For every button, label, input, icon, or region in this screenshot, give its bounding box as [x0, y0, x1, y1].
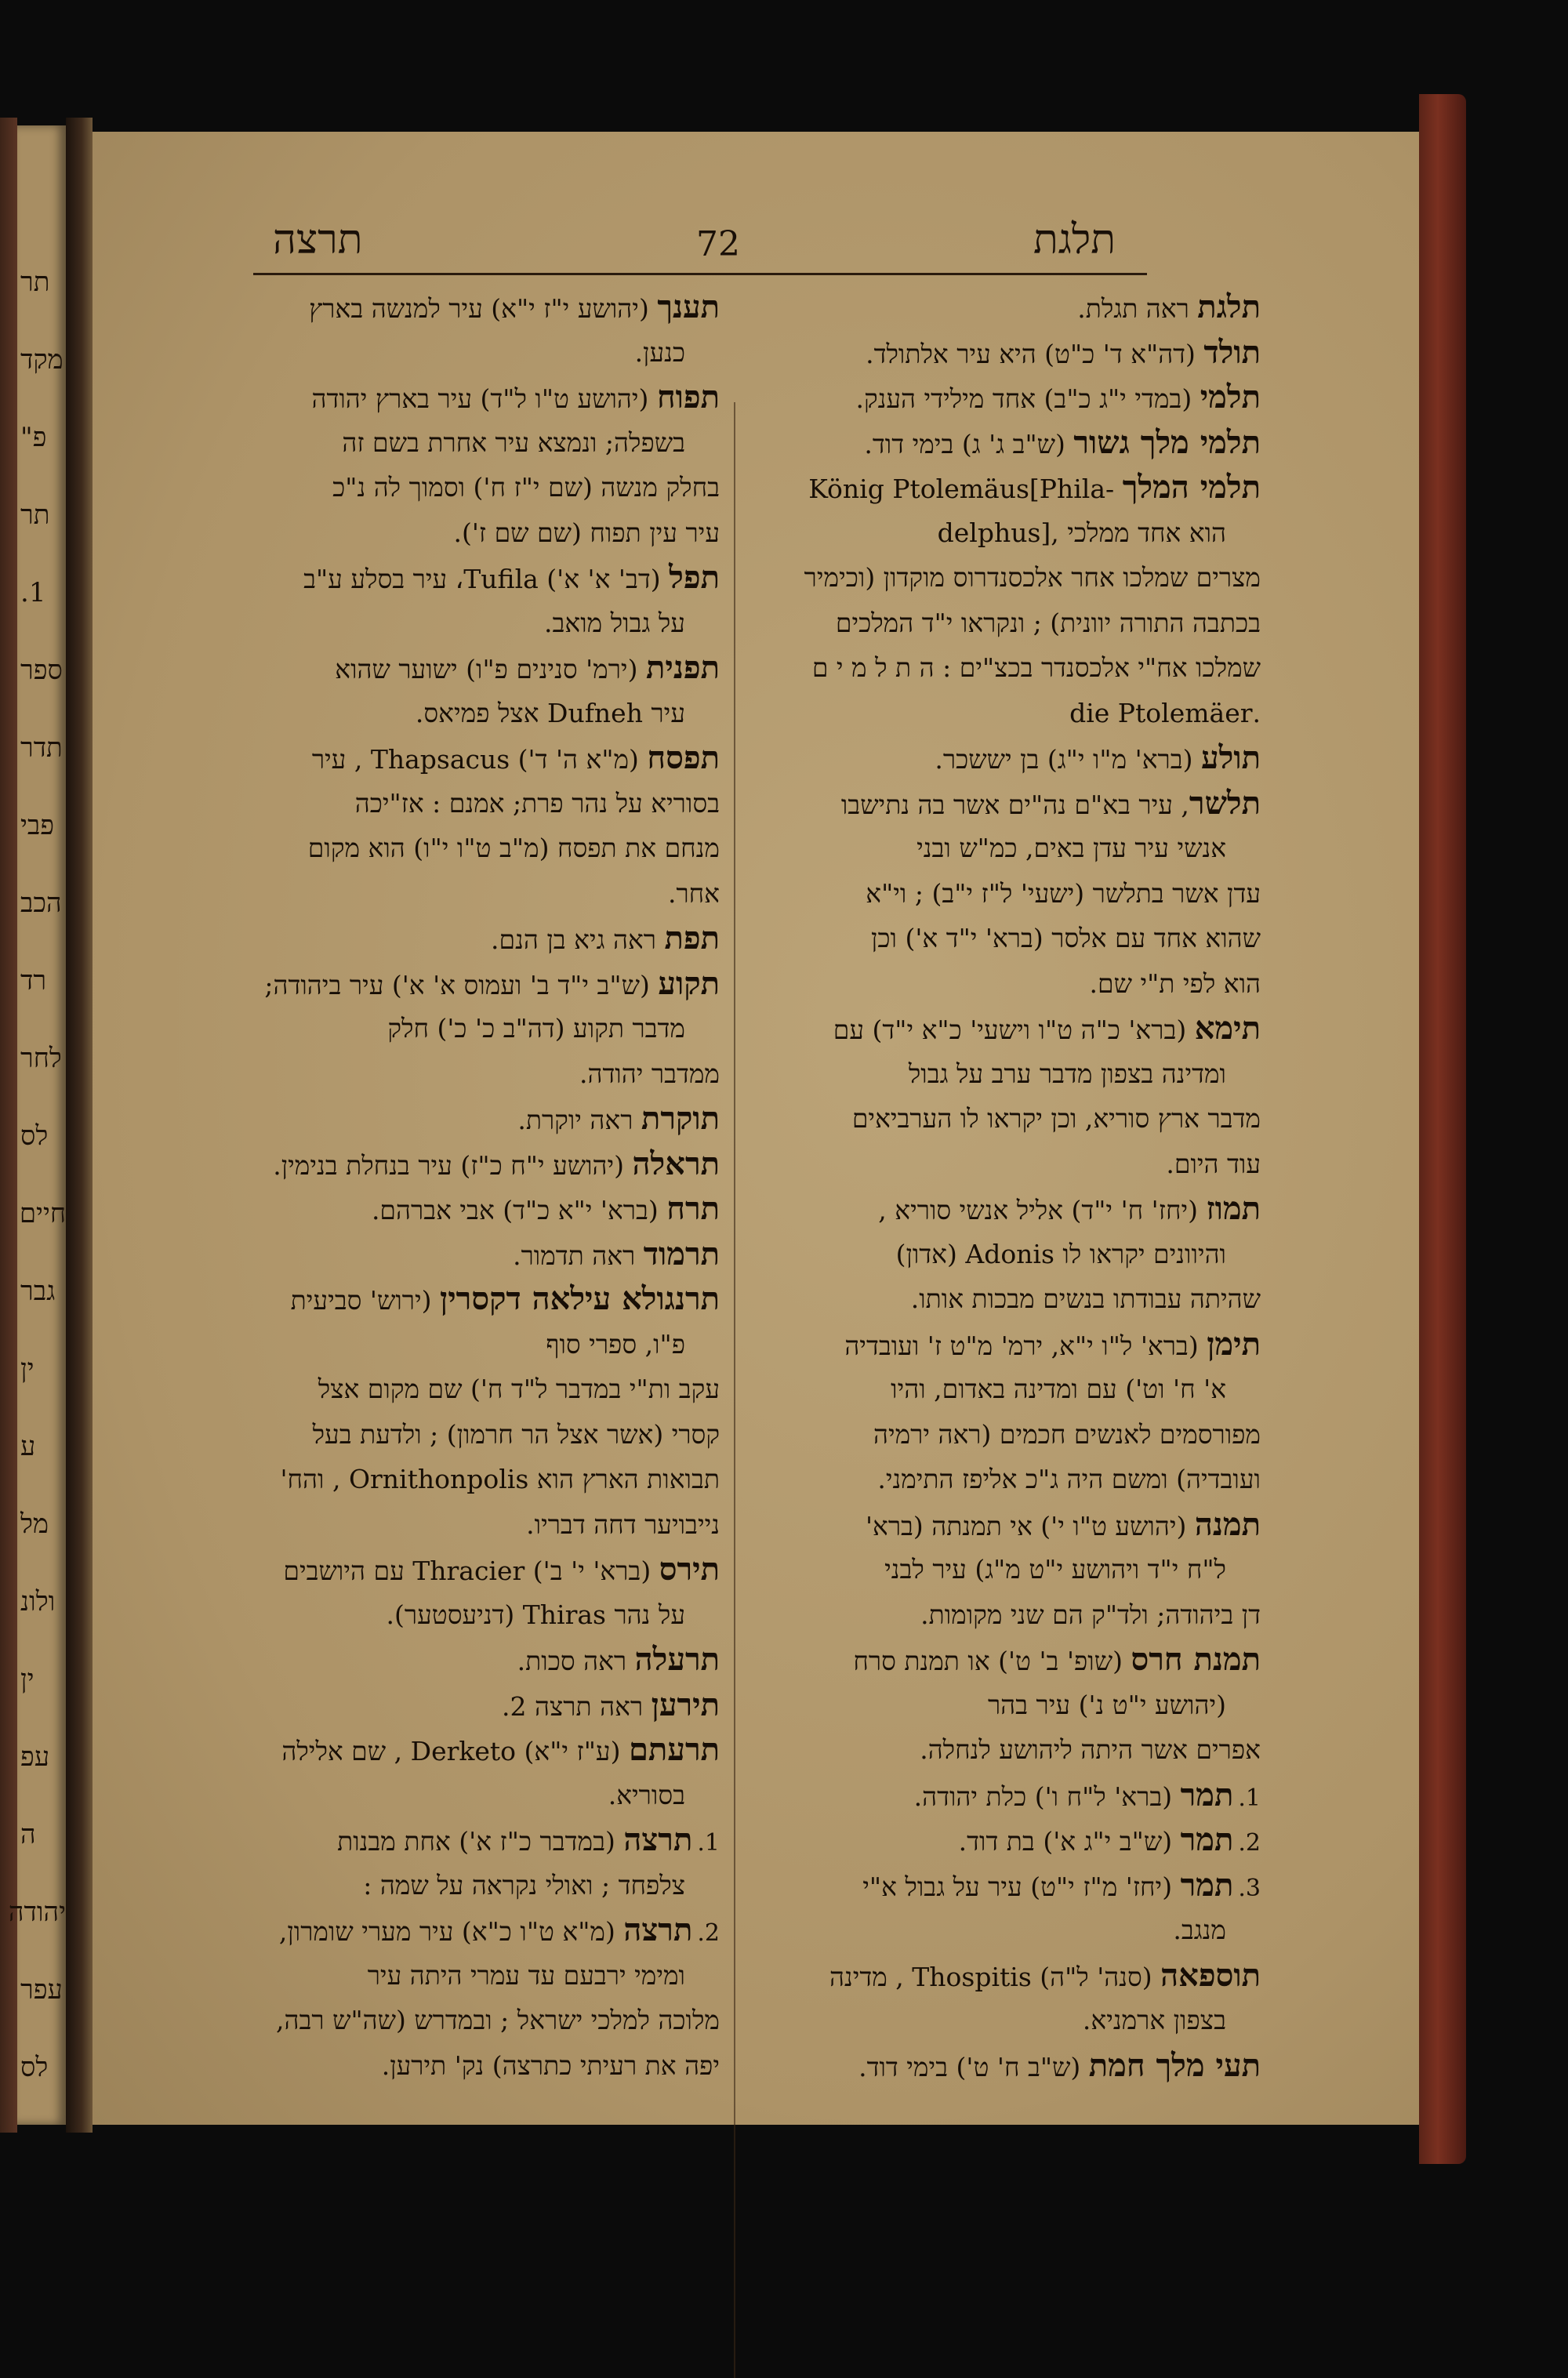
- entry-headword: תמר: [1180, 1776, 1234, 1813]
- text-line: [218, 1908, 720, 1953]
- entry-text: , מדינה: [829, 1961, 913, 1992]
- previous-page-fragment: תר: [20, 499, 50, 531]
- text-line: [759, 510, 1261, 556]
- text-line: [218, 2043, 720, 2089]
- entry-headword: תרנגולא עילאה דקסרין: [440, 1280, 720, 1317]
- text-line: [218, 1502, 720, 1548]
- entry-headword: תירס: [659, 1551, 720, 1588]
- entry-headword: תמנת חרס: [1131, 1641, 1261, 1678]
- text-line: [218, 645, 720, 691]
- previous-page-fragment: יהודה: [8, 1897, 66, 1928]
- entry-text: יפה את רעיתי כתרצה) נק' תירען.: [381, 2049, 720, 2081]
- text-line: [759, 1186, 1261, 1232]
- entry-number: 2.: [1238, 1829, 1261, 1857]
- entry-text: ראה תרצה 2.: [502, 1690, 652, 1722]
- text-line: [218, 1592, 720, 1638]
- entry-text: על נהר: [605, 1599, 685, 1630]
- entry-text: נייבויער דחה דבריו.: [526, 1508, 720, 1540]
- text-line: [218, 375, 720, 420]
- entry-text: שהיתה עבודתו בנשים מבכות אותו.: [910, 1283, 1261, 1314]
- text-line: [218, 1773, 720, 1818]
- entry-text: א' ח' וט') עם ומדינה באדום, והיו: [891, 1374, 1226, 1404]
- previous-page-fragment: תר: [20, 267, 50, 298]
- entry-text: כנען.: [634, 336, 685, 368]
- latin-term: Thospitis: [912, 1961, 1032, 1992]
- entry-text: מלוכה למלכי ישראל ; ובמדרש (שה"ש רבה,: [276, 2005, 720, 2035]
- entry-headword: תענך: [657, 289, 720, 325]
- text-line: [759, 330, 1261, 376]
- text-line: [759, 1863, 1261, 1908]
- text-line: [759, 1232, 1261, 1277]
- entry-headword: תמר: [1180, 1866, 1234, 1904]
- text-line: [759, 1953, 1261, 1999]
- entry-text: מצרים שמלכו אחר אלכסנדרוס מוקדון (וכימיר: [804, 562, 1261, 593]
- right-column: [759, 285, 1261, 2088]
- entry-headword: תוספאה: [1160, 1956, 1261, 1994]
- entry-text: ומימי ירבעם עד עמרי היתה עיר: [367, 1959, 685, 1991]
- entry-text: מדבר תקוע (דה"ב כ' כ') חלק: [387, 1013, 685, 1044]
- entry-headword: תפוח: [656, 379, 720, 416]
- text-line: [218, 555, 720, 601]
- text-line: [218, 1142, 720, 1187]
- text-line: [218, 1322, 720, 1367]
- entry-text: (ברא' י"א כ"ד) אבי אברהם.: [371, 1195, 667, 1225]
- text-line: [218, 1006, 720, 1051]
- entry-number: 2.: [697, 1919, 720, 1947]
- previous-page-edge: [8, 125, 66, 2125]
- text-line: [759, 465, 1261, 510]
- text-line: [218, 330, 720, 376]
- entry-text: ראה סכות.: [517, 1646, 635, 1676]
- previous-page-fragment: מקד: [20, 344, 64, 376]
- text-line: [218, 1637, 720, 1683]
- latin-term: Adonis: [965, 1238, 1054, 1269]
- entry-text: אנשי עיר עדן באים, כמ"ש ובני: [916, 833, 1226, 863]
- entry-headword: תלמי מלך גשור: [1073, 423, 1261, 461]
- previous-page-fragment: ספר: [20, 655, 63, 686]
- entry-headword: תימא: [1194, 1010, 1261, 1047]
- entry-text: , עיר בא"ם נה"ים אשר בה נתישבו: [840, 789, 1189, 820]
- entry-text: עקב ות"י במדבר ל"ד ח') שם מקום אצל: [318, 1374, 720, 1404]
- text-line: [218, 510, 720, 556]
- text-line: [759, 1412, 1261, 1458]
- text-line: [218, 691, 720, 736]
- entry-headword: תרצה: [623, 1911, 693, 1948]
- text-line: [759, 1727, 1261, 1773]
- text-line: [218, 1998, 720, 2043]
- text-line: [759, 916, 1261, 961]
- entry-text: (ירמ' סנינים פ"ו) ישוער שהוא: [335, 654, 646, 684]
- latin-term: Thapsacus: [370, 744, 510, 775]
- latin-term: die Ptolemäer: [1069, 697, 1253, 728]
- latin-term: Thracier: [412, 1556, 525, 1586]
- entry-text: בסוריא.: [608, 1779, 685, 1810]
- text-line: [759, 601, 1261, 646]
- latin-term: Derketo: [410, 1736, 517, 1766]
- entry-text: , שם אלילה: [281, 1736, 411, 1766]
- text-line: [759, 1998, 1261, 2043]
- text-line: [218, 1186, 720, 1232]
- latin-term: Thiras: [522, 1599, 606, 1630]
- text-line: [218, 871, 720, 917]
- entry-text: מדבר ארץ סוריא, וכן יקראו לו הערביאים: [851, 1103, 1261, 1134]
- entry-headword: תימן: [1207, 1325, 1261, 1363]
- entry-text: (דה"א ד' כ"ט) היא עיר אלתולד.: [866, 338, 1204, 369]
- text-line: [218, 826, 720, 871]
- text-line: [759, 1051, 1261, 1097]
- text-line: [218, 1051, 720, 1097]
- entry-headword: תרצה: [623, 1821, 693, 1858]
- entry-text: (ברא' מ"ו י"ג) בן יששכר.: [935, 744, 1202, 775]
- previous-page-fragment: ין: [20, 1664, 34, 1695]
- entry-text: , והח': [280, 1464, 349, 1494]
- entry-text: מנגב.: [1173, 1915, 1226, 1945]
- text-line: [759, 735, 1261, 781]
- text-line: [759, 1547, 1261, 1592]
- text-line: [759, 1142, 1261, 1187]
- entry-text: (דניעסטער).: [386, 1599, 523, 1630]
- text-line: [218, 601, 720, 646]
- text-line: [759, 1817, 1261, 1863]
- entry-text: עם היושבים: [283, 1556, 413, 1586]
- previous-page-fragment: הכב: [20, 888, 62, 919]
- text-line: [759, 1276, 1261, 1322]
- text-line: [218, 1457, 720, 1502]
- entry-text: תבואות הארץ הוא: [528, 1464, 720, 1494]
- text-line: [759, 645, 1261, 691]
- entry-text: והיוונים יקראו לו: [1054, 1238, 1226, 1269]
- text-line: [759, 1908, 1261, 1953]
- entry-text: (יהושע ט"ו י') אי תמנתה (ברא': [865, 1510, 1195, 1541]
- entry-headword: תפת: [664, 920, 720, 957]
- entry-text: פ"ו, ספרי סוף: [546, 1328, 685, 1360]
- entry-headword: תמר: [1180, 1821, 1234, 1858]
- previous-page-fragment: לס: [20, 1120, 49, 1152]
- previous-page-fragment: עפר: [20, 1974, 63, 2006]
- book-spine-edge: [0, 118, 17, 2133]
- text-line: [759, 375, 1261, 420]
- running-header-left: תרצה: [273, 216, 363, 263]
- text-line: [218, 420, 720, 466]
- entry-headword: תירען: [651, 1686, 720, 1723]
- entry-text: (מ"א ט"ו כ"א) עיר מערי שומרון,: [278, 1916, 624, 1947]
- text-line: [759, 1006, 1261, 1051]
- text-line: [759, 961, 1261, 1007]
- book-gutter: [66, 118, 93, 2133]
- entry-text: על גבול מואב.: [544, 607, 685, 638]
- entry-text: (ברא' ל"ח ו') כלת יהודה.: [913, 1781, 1181, 1812]
- entry-text: (יחז' מ"ז י"ט) עיר על גבול א"י: [862, 1871, 1181, 1902]
- entry-text: שמלכו אח"י אלכסנדר בכצ"ים : ה ת ל מ י ם: [811, 652, 1261, 683]
- entry-text: ראה גיא בן הנם.: [491, 924, 665, 955]
- text-line: [759, 691, 1261, 736]
- entry-text: בשפלה; ונמצא עיר אחרת בשם זה: [342, 427, 685, 458]
- text-line: [759, 1637, 1261, 1683]
- text-line: [218, 285, 720, 330]
- entry-headword: תלמי: [1200, 379, 1261, 416]
- previous-page-fragment: לחר: [20, 1043, 62, 1074]
- previous-page-fragment: ין: [20, 1353, 34, 1385]
- entry-text: בחלק מנשה (שם י"ז ח') וסמוך לה נ"כ: [332, 472, 720, 503]
- entry-text: מנחם את תפסח (מ"ב ט"ו י"ו) הוא מקום: [307, 833, 720, 863]
- entry-text: (ע"ז י"א): [516, 1736, 629, 1766]
- text-line: [759, 2043, 1261, 2089]
- text-line: [759, 1502, 1261, 1548]
- previous-page-fragment: ה: [20, 1819, 36, 1850]
- text-line: [218, 1412, 720, 1458]
- entry-headword: תרמוד: [643, 1235, 720, 1273]
- text-line: [759, 555, 1261, 601]
- entry-text: ממדבר יהודה.: [579, 1058, 720, 1089]
- entry-headword: תפסח: [647, 739, 720, 776]
- previous-page-fragment: ולונ: [20, 1586, 56, 1617]
- entry-headword: תולד: [1203, 333, 1261, 371]
- entry-text: עיר: [642, 697, 685, 728]
- entry-text: (יחז' ח' י"ד) אליל אנשי סוריא ,: [878, 1195, 1207, 1225]
- entry-text: בצפון ארמניא.: [1082, 2005, 1226, 2035]
- book-cover-edge: [1419, 94, 1466, 2164]
- entry-text: ראה תדמור.: [513, 1240, 644, 1271]
- header-rule: [253, 273, 1147, 275]
- text-line: [218, 1817, 720, 1863]
- entry-text: ראה יוקרת.: [517, 1105, 641, 1135]
- entry-text: .: [1252, 697, 1261, 728]
- text-line: [759, 1322, 1261, 1367]
- entry-text: , עיר: [311, 744, 371, 775]
- book-page: [93, 132, 1419, 2125]
- entry-headword: תלמי המלך: [1122, 469, 1261, 506]
- text-line: [759, 1367, 1261, 1412]
- entry-headword: תלגת: [1197, 289, 1261, 325]
- entry-text: (מ"א ה' ד'): [510, 744, 648, 775]
- text-line: [759, 871, 1261, 917]
- previous-page-fragment: ע: [20, 1431, 36, 1462]
- previous-page-fragment: עפ: [20, 1741, 50, 1773]
- text-line: [218, 1953, 720, 1999]
- entry-headword: תקוע: [658, 964, 720, 1002]
- entry-text: (ירוש' סביעית: [290, 1285, 440, 1316]
- entry-text: [1114, 474, 1123, 504]
- entry-headword: תעי מלך חמת: [1088, 2046, 1261, 2084]
- text-line: [218, 1232, 720, 1277]
- previous-page-fragment: גבר: [20, 1276, 56, 1307]
- left-column: [218, 285, 720, 2088]
- text-line: [218, 1547, 720, 1592]
- text-line: [759, 826, 1261, 871]
- text-line: [759, 285, 1261, 330]
- entry-text: בסוריא על נהר פרת; אמנם : אז"יכה: [354, 787, 720, 819]
- running-header-right: תלגת: [1033, 216, 1116, 263]
- previous-page-fragment: 1.: [20, 577, 46, 608]
- page-number: 72: [696, 224, 740, 264]
- text-line: [218, 781, 720, 826]
- entry-text: (יהושע י"ז י"א) עיר למנשה בארץ: [309, 293, 658, 324]
- entry-text: מפורסמים לאנשים חכמים (ראה ירמיה: [873, 1418, 1261, 1450]
- entry-headword: תרעתם: [628, 1731, 720, 1768]
- entry-text: (במדבר כ"ז א') אחת מבנות: [337, 1826, 624, 1857]
- text-line: [759, 781, 1261, 826]
- entry-text: ל"ח י"ד ויהושע י"ט מ"ג) עיר לבני: [884, 1554, 1226, 1585]
- entry-headword: תפל: [669, 559, 720, 596]
- latin-term: delphus]: [937, 517, 1051, 548]
- entry-text: צלפחד ; ואולי נקראה על שמה :: [363, 1869, 685, 1901]
- latin-term: König Ptolemäus[Phila-: [808, 474, 1115, 504]
- text-line: [218, 1276, 720, 1322]
- text-line: [759, 1096, 1261, 1142]
- entry-headword: תמנה: [1194, 1505, 1261, 1543]
- previous-page-fragment: פ": [20, 422, 47, 453]
- previous-page-fragment: מל: [20, 1508, 49, 1540]
- latin-term: Tufila: [463, 564, 539, 594]
- entry-number: 1.: [1238, 1784, 1261, 1812]
- text-line: [218, 1727, 720, 1773]
- text-line: [759, 1683, 1261, 1728]
- text-line: [218, 961, 720, 1007]
- entry-headword: תולע: [1201, 739, 1261, 776]
- entry-headword: תראלה: [632, 1145, 720, 1182]
- entry-text: (יהושע י"ח כ"ז) עיר בנחלת בנימין.: [273, 1149, 633, 1181]
- entry-headword: תרעלה: [634, 1641, 720, 1678]
- entry-text: (דב' א' א'): [538, 564, 670, 594]
- entry-text: (ש"ב ג' ג) בימי דוד.: [864, 428, 1074, 459]
- entry-text: (יהושע ט"ו ל"ד) עיר בארץ יהודה: [311, 383, 657, 414]
- entry-text: (ש"ב י"ג א') בת דוד.: [958, 1826, 1181, 1857]
- previous-page-fragment: רד: [20, 965, 47, 997]
- entry-number: 3.: [1238, 1874, 1261, 1902]
- entry-text: עוד היום.: [1166, 1148, 1261, 1179]
- entry-headword: תלשר: [1189, 784, 1261, 822]
- latin-term: Ornithonpolis: [348, 1464, 529, 1494]
- previous-page-fragment: חיים: [19, 1198, 66, 1229]
- entry-text: בכתבה התורה יוונית) ; ונקראו י"ד המלכים: [835, 607, 1261, 638]
- entry-text: עדן אשר בתלשר (ישעי' ל"ז י"ב) ; וי"א: [866, 877, 1261, 909]
- entry-text: קסרי (אשר אצל הר חרמון) ; ולדעת בעל: [312, 1418, 720, 1450]
- entry-text: (יהושע י"ט נ') עיר בהר: [987, 1689, 1226, 1720]
- text-line: [218, 1096, 720, 1142]
- text-line: [218, 735, 720, 781]
- text-line: [759, 1457, 1261, 1502]
- text-line: [759, 420, 1261, 466]
- entry-text: (ברא' כ"ה ט"ו וישעי' כ"א י"ד) עם: [833, 1015, 1195, 1045]
- latin-term: Dufneh: [547, 697, 643, 728]
- entry-headword: תוקרת: [641, 1100, 720, 1137]
- entry-text: ראה תגלת.: [1077, 293, 1198, 324]
- previous-page-fragment: פבי: [20, 810, 55, 841]
- text-line: [759, 1773, 1261, 1818]
- entry-text: (במדי י"ג כ"ב) אחד מילידי הענק.: [855, 383, 1200, 414]
- entry-text: אצל פמיאס.: [415, 697, 547, 728]
- entry-headword: תפנית: [645, 649, 720, 686]
- previous-page-fragment: תדר: [20, 732, 63, 764]
- entry-text: הוא אחד ממלכי ,: [1051, 517, 1226, 548]
- text-line: [218, 916, 720, 961]
- entry-text: ועובדיה) ומשם היה ג"כ אליפז התימני.: [877, 1464, 1261, 1494]
- entry-text: (ש"ב ח' ט') בימי דוד.: [858, 2051, 1089, 2082]
- entry-text: דן ביהודה; ולד"ק הם שני מקומות.: [920, 1599, 1261, 1630]
- column-divider: [734, 402, 735, 2378]
- entry-text: (ש"ב י"ד ב' ועמוס א' א') עיר ביהודה;: [264, 969, 659, 1000]
- entry-headword: תמוז: [1206, 1190, 1261, 1227]
- text-line: [218, 1683, 720, 1728]
- entry-text: אפרים אשר היתה ליהושע לנחלה.: [920, 1734, 1261, 1765]
- entry-text: עיר עין תפוח (שם שם ז').: [453, 517, 720, 548]
- entry-text: (אדון): [895, 1238, 966, 1269]
- entry-text: (סנה' ל"ה): [1031, 1961, 1161, 1992]
- entry-number: 1.: [697, 1829, 720, 1857]
- entry-text: ، עיר בסלע ע"ב: [303, 564, 464, 594]
- text-line: [759, 1592, 1261, 1638]
- entry-text: שהוא אחד עם אלסר (ברא' י"ד א') וכן: [870, 923, 1261, 953]
- entry-text: אחר.: [667, 877, 720, 909]
- entry-text: (שופ' ב' ט') או תמנת סרח: [853, 1646, 1131, 1676]
- entry-headword: תרח: [666, 1190, 720, 1227]
- text-line: [218, 1863, 720, 1908]
- previous-page-fragment: לס: [20, 2052, 49, 2083]
- text-line: [218, 465, 720, 510]
- entry-text: ומדינה בצפון מדבר ערב על גבול: [908, 1058, 1226, 1089]
- text-line: [218, 1367, 720, 1412]
- entry-text: הוא לפי ת"י שם.: [1089, 968, 1261, 999]
- entry-text: (ברא' ל"ו י"א, ירמ' מ"ט ז' ועובדיה: [844, 1330, 1207, 1361]
- entry-text: (ברא' י' ב'): [524, 1556, 659, 1586]
